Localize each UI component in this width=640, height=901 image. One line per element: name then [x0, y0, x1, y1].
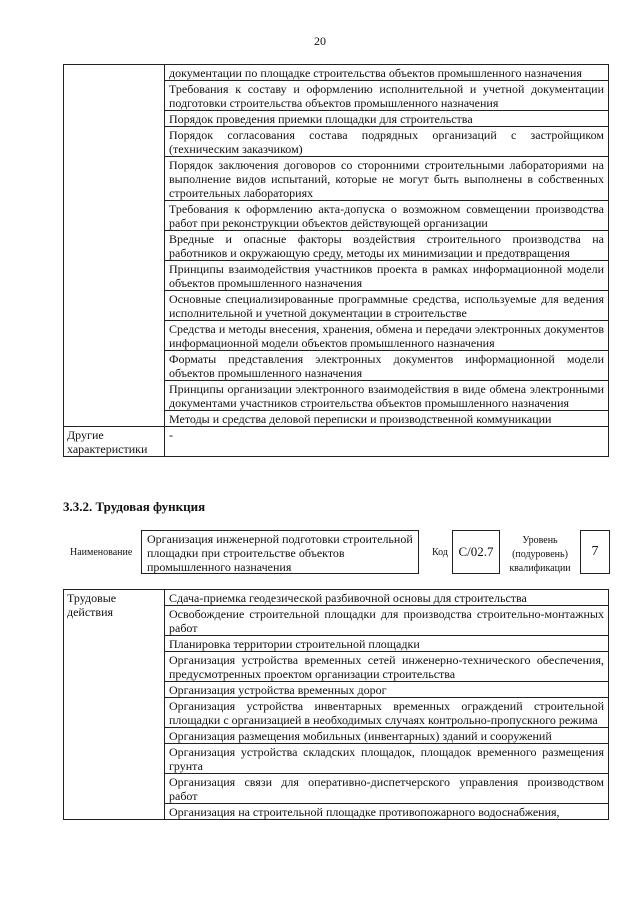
knowledge-table	[63, 64, 609, 457]
table-cell: Средства и методы внесения, хранения, обмена и передачи электронных документов информационной модели объектов промышленного назначения	[165, 321, 609, 351]
table-cell: Организация устройства временных дорог	[165, 682, 609, 698]
labor-actions-table	[63, 589, 609, 820]
code-box: С/02.7	[452, 530, 500, 574]
table-cell: Форматы представления электронных документов информационной модели объектов промышленного назначения	[165, 351, 609, 381]
table-cell: Основные специализированные программные средства, используемые для ведения исполнительной и учетной документации в строительстве	[165, 291, 609, 321]
code-label: Код	[432, 547, 448, 558]
table-cell: Порядок заключения договоров со сторонними строительными лабораториями на выполнение видов испытаний, которые не могут быть выполнены в собственных строительных лабораториях	[165, 157, 609, 201]
table-row	[64, 590, 609, 606]
table-cell: Требования к оформлению акта-допуска о возможном совмещении производства работ при реконструкции объектов действующей организации	[165, 201, 609, 231]
table-cell: Принципы взаимодействия участников проекта в рамках информационной модели объектов промышленного назначения	[165, 261, 609, 291]
table-cell: документации по площадке строительства объектов промышленного назначения	[165, 65, 609, 81]
table-cell: Планировка территории строительной площадки	[165, 636, 609, 652]
other-characteristics-label: Другие характеристики	[64, 427, 165, 457]
other-characteristics-value: -	[165, 427, 609, 457]
table-cell: Освобождение строительной площадки для производства строительно-монтажных работ	[165, 606, 609, 636]
table-cell: Организация связи для оперативно-диспетчерского управления производством работ	[165, 774, 609, 804]
labor-actions-label: Трудовые действия	[64, 590, 165, 820]
level-label: Уровень (подуровень) квалификации	[509, 535, 571, 574]
table-row	[64, 65, 609, 81]
table-cell: Принципы организации электронного взаимодействия в виде обмена электронными документами участников строительства объектов промышленного назначения	[165, 381, 609, 411]
table-cell: Сдача-приемка геодезической разбивочной основы для строительства	[165, 590, 609, 606]
function-name-box: Организация инженерной подготовки строительной площадки при строительстве объектов промышленного назначения	[141, 530, 419, 574]
table-cell: Требования к составу и оформлению исполнительной и учетной документации подготовки строительства объектов промышленного назначения	[165, 81, 609, 111]
table-cell: Организация размещения мобильных (инвентарных) зданий и сооружений	[165, 728, 609, 744]
row-label-cell	[64, 65, 165, 427]
table-cell: Порядок проведения приемки площадки для строительства	[165, 111, 609, 127]
table-row	[64, 427, 609, 457]
name-label: Наименование	[70, 547, 133, 558]
table-cell: Порядок согласования состава подрядных организаций с застройщиком (техническим заказчиком)	[165, 127, 609, 157]
table-cell: Организация устройства складских площадок, площадок временного размещения грунта	[165, 744, 609, 774]
table-cell: Вредные и опасные факторы воздействия строительного производства на работников и окружающую среду, методы их минимизации и предотвращения	[165, 231, 609, 261]
table-cell: Организация устройства временных сетей инженерно-технического обеспечения, предусмотренных проектом организации строительства	[165, 652, 609, 682]
page-number: 20	[314, 34, 326, 48]
level-box: 7	[580, 530, 610, 574]
table-cell: Организация на строительной площадке противопожарного водоснабжения,	[165, 804, 609, 820]
table-cell: Организация устройства инвентарных временных ограждений строительной площадки с организацией в необходимых случаях контрольно-пропускного режима	[165, 698, 609, 728]
table-cell: Методы и средства деловой переписки и производственной коммуникации	[165, 411, 609, 427]
section-title: 3.3.2. Трудовая функция	[63, 499, 206, 514]
